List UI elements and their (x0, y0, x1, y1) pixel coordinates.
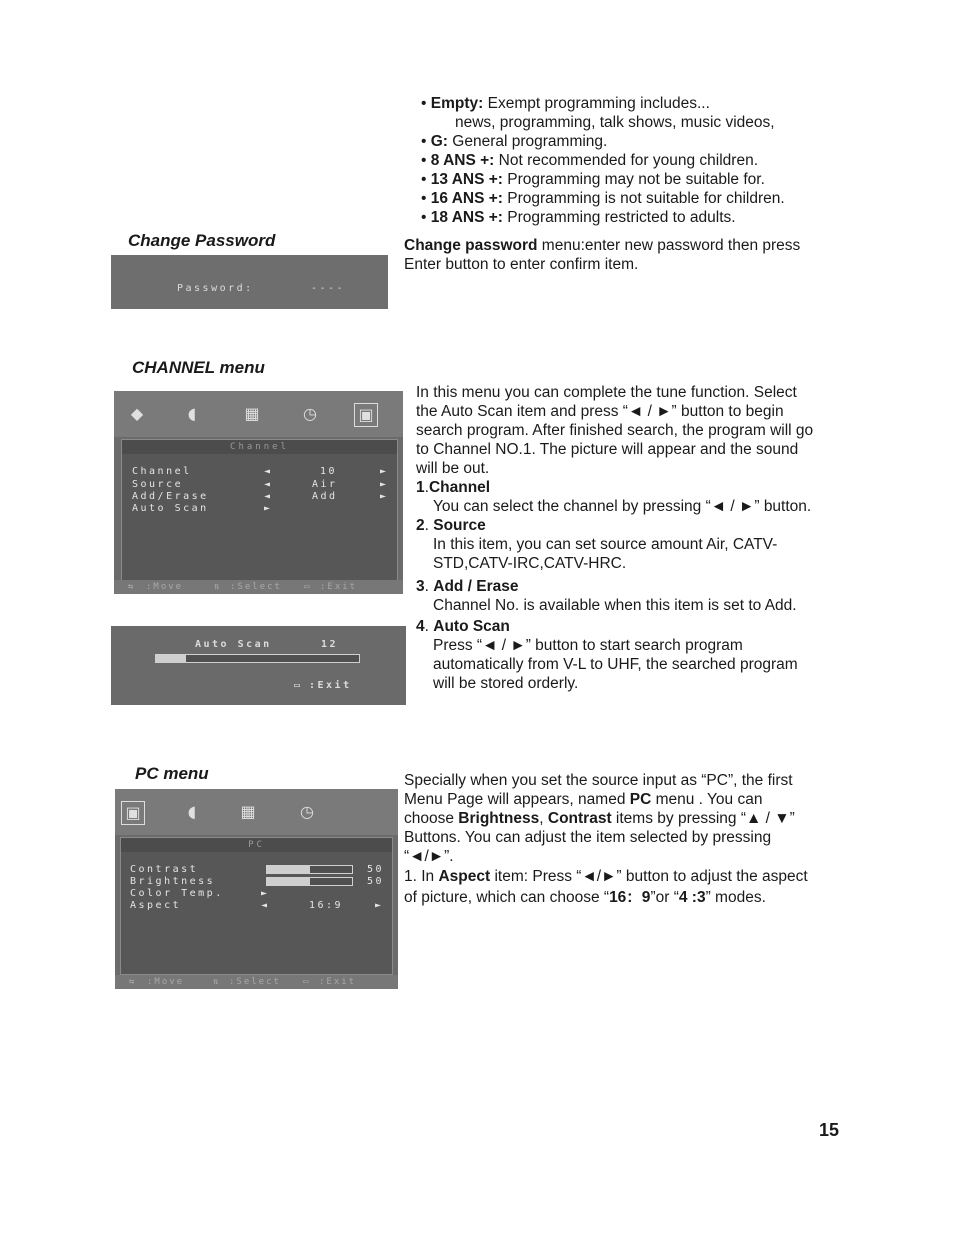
channel-item-4 (416, 617, 856, 693)
rating-desc: Not recommended for young children. (498, 152, 759, 169)
item-sep: . (424, 479, 429, 496)
channel-icon: ▣ (354, 403, 378, 427)
osd-icon-bar (115, 789, 398, 835)
rating-desc: Programming restricted to adults. (507, 209, 736, 226)
sound-icon: ◖ (187, 404, 197, 423)
item-desc: Press “◄ / ►” button to start search program (433, 637, 743, 654)
osd-row-color-temp: Color Temp. (130, 888, 224, 899)
intro-line: In this menu you can complete the tune function. Select (416, 384, 797, 401)
osd-row-contrast: Contrast (130, 864, 199, 875)
channel-menu-intro (416, 383, 856, 478)
row-label: Source (132, 479, 184, 490)
brightness-bar (266, 877, 353, 886)
rating-term: Empty: (430, 95, 484, 112)
rating-term: 16 ANS +: (430, 190, 503, 207)
left-arrow-icon: ◄ (264, 479, 273, 490)
desc-line (404, 867, 854, 886)
channel-item-1 (416, 478, 856, 516)
sound-icon: ◖ (187, 802, 197, 821)
item-desc: automatically from V-L to UHF, the searched program (433, 656, 798, 673)
clock-icon: ◷ (300, 802, 314, 821)
osd-row-source (132, 479, 183, 491)
osd-row-brightness: Brightness (130, 876, 216, 887)
left-arrow-icon: ◄ (261, 900, 270, 911)
desc-bold: Contrast (547, 810, 612, 827)
right-arrow-icon: ► (261, 888, 270, 899)
auto-scan-screen (111, 626, 406, 705)
item-number: 1 (416, 479, 425, 496)
auto-scan-label: Auto Scan (195, 639, 272, 650)
bullet: • (421, 95, 427, 112)
left-arrow-icon: ◄ (264, 466, 273, 477)
right-arrow-icon: ► (380, 491, 389, 502)
rating-item-18 (421, 208, 861, 227)
rating-item-empty (421, 94, 861, 113)
desc-line (404, 790, 854, 809)
footer-exit: :Exit (319, 977, 357, 987)
panel-title: PC (121, 838, 392, 852)
footer-select: :Select (229, 977, 281, 987)
pc-menu-screen (115, 789, 398, 989)
change-password-title: Change Password (128, 231, 276, 250)
move-icon: ⇆ (129, 977, 137, 987)
desc-text: menu . You can (651, 791, 763, 808)
item-title: Channel (428, 479, 491, 496)
rating-desc: news, programming, talk shows, music videos, (455, 114, 775, 131)
setup-icon: ▦ (244, 404, 260, 423)
move-icon: ⇆ (128, 582, 136, 592)
bar-fill (267, 878, 310, 885)
desc-line: Specially when you set the source input as “PC”, the first (404, 772, 793, 789)
desc-text: 1. In (404, 868, 439, 885)
intro-line: will be out. (416, 460, 490, 477)
desc-text: ”or “ (650, 889, 679, 906)
ratings-list (421, 94, 861, 227)
password-screen (111, 255, 388, 309)
clock-icon: ◷ (303, 404, 317, 423)
desc-text: , (539, 810, 548, 827)
password-label: Password: (177, 283, 254, 294)
osd-icon-bar (114, 391, 403, 437)
select-icon: ⇅ (213, 977, 221, 987)
auto-scan-exit: :Exit (309, 680, 352, 691)
pc-menu-title: PC menu (135, 764, 209, 783)
right-arrow-icon: ► (375, 900, 384, 911)
left-arrow-icon: ◄ (264, 491, 273, 502)
item-sep: . (424, 578, 434, 595)
panel-title: Channel (122, 440, 397, 454)
item-title: Add / Erase (433, 578, 519, 595)
progress-fill (156, 655, 186, 662)
osd-footer (114, 580, 403, 594)
change-password-desc (404, 236, 844, 274)
item-desc: Channel No. is available when this item is set to Add. (433, 597, 797, 614)
desc-line (404, 888, 854, 907)
osd-row-channel (132, 466, 192, 478)
item-desc: You can select the channel by pressing “◄ / ►” button. (433, 498, 812, 515)
rating-desc: Exempt programming includes... (487, 95, 710, 112)
desc-line (404, 809, 854, 828)
rating-item-13 (421, 170, 861, 189)
desc-bold: Change password (404, 237, 538, 254)
desc-text: Menu Page will appears, named (404, 791, 630, 808)
item-desc: will be stored orderly. (433, 675, 579, 692)
menu-icon: ▭ (304, 582, 312, 592)
osd-footer (115, 975, 398, 989)
item-number: 3 (416, 578, 425, 595)
channel-menu-title: CHANNEL menu (132, 358, 265, 377)
rating-term: 18 ANS +: (430, 209, 503, 226)
footer-move: :Move (146, 582, 184, 592)
password-value: ---- (311, 283, 346, 294)
bullet: • (421, 152, 427, 169)
desc-text: items by pressing “▲ / ▼” (611, 810, 795, 827)
auto-scan-value: 12 (321, 639, 339, 650)
right-arrow-icon: ► (380, 479, 389, 490)
item-sep: . (424, 517, 434, 534)
desc-line: Buttons. You can adjust the item selected by pressing (404, 829, 772, 846)
desc-text: of picture, which can choose “ (404, 889, 610, 906)
item-number: 4 (416, 618, 425, 635)
rating-desc: Programming may not be suitable for. (507, 171, 765, 188)
menu-icon: ▭ (303, 977, 311, 987)
pc-icon: ▣ (121, 801, 145, 825)
row-value: 50 (367, 864, 385, 875)
desc-text: ” modes. (705, 889, 766, 906)
rating-term: 8 ANS +: (430, 152, 495, 169)
menu-icon: ▭ (294, 680, 303, 691)
desc-bold: 16：9 (609, 889, 651, 906)
desc-bold: Brightness (458, 810, 540, 827)
item-title: Auto Scan (433, 618, 510, 635)
intro-line: search program. After finished search, the program will go (416, 422, 814, 439)
osd-row-auto-scan (132, 503, 209, 515)
osd-row-aspect: Aspect (130, 900, 182, 911)
pc-menu-desc (404, 771, 854, 907)
rating-term: G: (430, 133, 448, 150)
row-label: Add/Erase (132, 491, 209, 502)
channel-item-2 (416, 516, 856, 573)
desc-line: “◄/►”. (404, 848, 454, 865)
row-label: Auto Scan (132, 503, 209, 514)
desc-bold: 4 :3 (678, 889, 706, 906)
bar-fill (267, 866, 310, 873)
bullet: • (421, 171, 427, 188)
right-arrow-icon: ► (380, 466, 389, 477)
right-arrow-icon: ► (264, 503, 273, 514)
channel-menu-screen (114, 391, 403, 594)
footer-select: :Select (230, 582, 282, 592)
page-number: 15 (819, 1120, 840, 1140)
rating-term: 13 ANS +: (430, 171, 503, 188)
item-title: Source (433, 517, 486, 534)
rating-item-empty-cont (421, 113, 861, 132)
setup-icon: ▦ (240, 802, 256, 821)
contrast-bar (266, 865, 353, 874)
select-icon: ⇅ (214, 582, 222, 592)
bullet: • (421, 190, 427, 207)
intro-line: to Channel NO.1. The picture will appear and the sound (416, 441, 799, 458)
row-label: Channel (132, 466, 192, 477)
osd-row-add-erase (132, 491, 209, 503)
intro-line: the Auto Scan item and press “◄ / ►” button to begin (416, 403, 784, 420)
desc-text: item: Press “◄/►” button to adjust the aspect (490, 868, 808, 885)
picture-icon: ◆ (130, 404, 144, 423)
desc-bold: Aspect (438, 868, 491, 885)
rating-desc: General programming. (452, 133, 608, 150)
footer-move: :Move (147, 977, 185, 987)
bullet: • (421, 209, 427, 226)
desc-text: Enter button to enter confirm item. (404, 256, 639, 273)
item-desc: In this item, you can set source amount Air, CATV- (433, 536, 778, 553)
rating-item-8 (421, 151, 861, 170)
row-value: 16:9 (309, 900, 344, 911)
footer-exit: :Exit (320, 582, 358, 592)
channel-panel (121, 439, 398, 581)
item-number: 2 (416, 517, 425, 534)
rating-item-g (421, 132, 861, 151)
pc-panel (120, 837, 393, 975)
bullet: • (421, 133, 427, 150)
row-value: Air (312, 479, 338, 490)
desc-text: choose (404, 810, 459, 827)
item-desc: STD,CATV-IRC,CATV-HRC. (433, 555, 627, 572)
row-value: Add (312, 491, 338, 502)
desc-text: menu:enter new password then press (537, 237, 801, 254)
rating-item-16 (421, 189, 861, 208)
desc-bold: PC (629, 791, 652, 808)
item-sep: . (424, 618, 434, 635)
row-value: 10 (320, 466, 338, 477)
row-value: 50 (367, 876, 385, 887)
rating-desc: Programming is not suitable for children. (507, 190, 785, 207)
channel-item-3 (416, 577, 856, 615)
auto-scan-progress-bar (155, 654, 360, 663)
